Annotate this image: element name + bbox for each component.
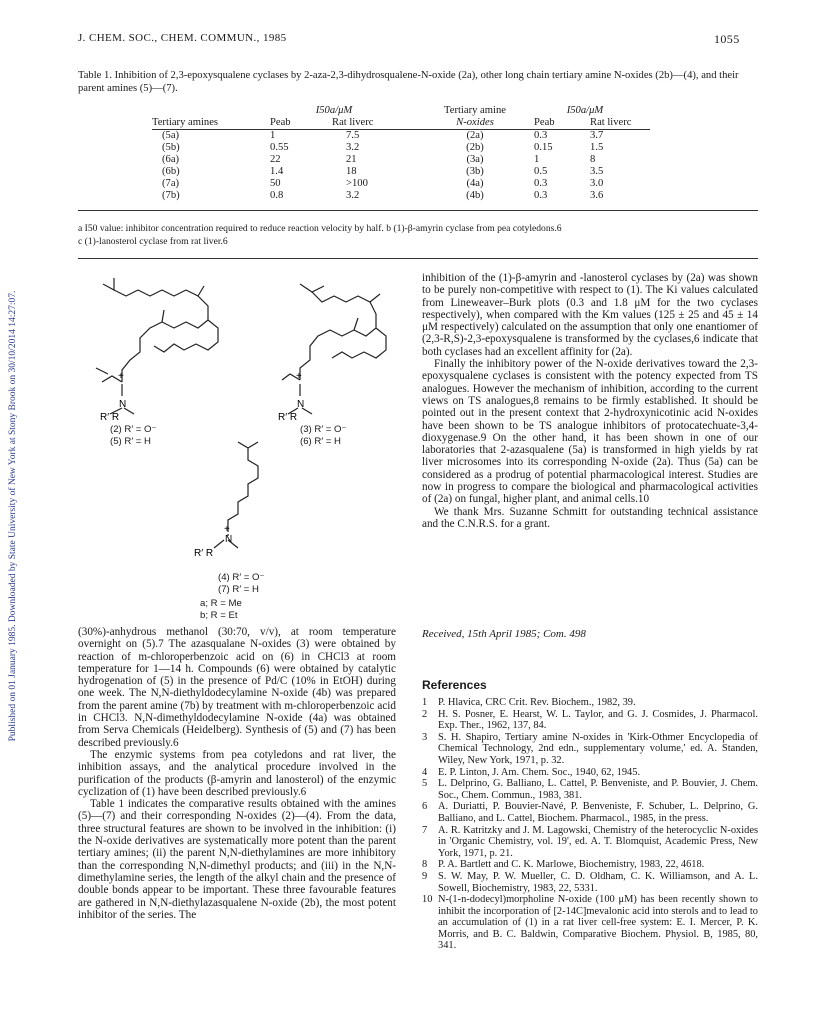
table-spacer [398, 166, 430, 178]
table-cell-rat2: 3.5 [590, 166, 604, 177]
noxides-header-line1: Tertiary amine [444, 105, 506, 116]
table-cell-pea2: 0.3 [534, 130, 548, 141]
reference-text: A. Duriatti, P. Bouvier-Navé, P. Benveniste, F. Schuber, L. Delprino, G. Balliano, and L. Cattel, Biochem. Pharmacol., 1985, in the press. [438, 801, 758, 824]
azasqualane-structure-3-6 [262, 272, 412, 422]
table-cell-pea1: 0.55 [270, 142, 289, 153]
table-cell-rat1: 3.2 [346, 142, 360, 153]
reference-item [422, 894, 758, 952]
table-cell-pea2: 0.15 [534, 142, 553, 153]
reference-text: P. Hlavica, CRC Crit. Rev. Biochem., 1982, 39. [438, 697, 636, 708]
table-cell-oxide: (2a) [466, 130, 484, 141]
reference-text: P. A. Bartlett and C. K. Marlowe, Biochemistry, 1983, 22, 4618. [438, 859, 705, 871]
table-cell-amine: (5a) [162, 130, 180, 141]
table-cell-rat1: 7.5 [346, 130, 360, 141]
table-spacer [398, 142, 430, 154]
compound-label-4-7: (4) R′ = O⁻ (7) R′ = H [218, 572, 265, 595]
left-column-text [78, 626, 396, 921]
left-paragraph-2: The enzymic systems from pea cotyledons and rat liver, the inhibition assays, and the analytical procedure involved in the purification of the products (β-amyrin and lanosterol) of the enzymic cyclization of (1) have been described previously.6 [78, 748, 396, 798]
nitrogen-atom: N [225, 534, 233, 545]
page-number: 1055 [714, 32, 740, 46]
references-list [422, 697, 758, 952]
table-cell-amine: (6a) [162, 154, 180, 165]
reference-text: N-(1-n-dodecyl)morpholine N-oxide (100 μM) has been recently shown to inhibit the incorporation of [2-14C]mevalonic acid into sterols and to lead to an accumulation of (1) in a rat liver cell-free system: E. I. Mercer, P. K. Morris, and B. C. Baldwin, Comparative Biochem. Physiol. B, 1985, 80, 341. [438, 894, 758, 952]
reference-number: 5 [422, 778, 428, 790]
reference-number: 7 [422, 824, 428, 836]
table-cell-pea2: 0.5 [534, 166, 548, 177]
r-substituents: R′ R [194, 548, 214, 558]
reference-text: S. W. May, P. W. Mueller, C. D. Oldham, C. K. Williamson, and A. L. Sowell, Biochemistry, 1983, 22, 5331. [438, 870, 758, 894]
journal-header: J. CHEM. SOC., CHEM. COMMUN., 1985 [78, 32, 287, 44]
table-cell-rat2: 3.6 [590, 190, 604, 201]
r-substituents: R′ R [100, 412, 120, 422]
table-bottom-rule [78, 210, 758, 211]
table-footnote-1: a I50 value: inhibitor concentration required to reduce reaction velocity by half. b (1)-β-amyrin cyclase from pea cotyledons.6 [78, 223, 562, 234]
i50-header-right: I50a/μM [566, 105, 604, 116]
reference-text: L. Delprino, G. Balliano, L. Cattel, P. Benveniste, and P. Bouvier, J. Chem. Soc., Chem. Commun., 1983, 381. [438, 778, 758, 801]
table-row [152, 190, 650, 202]
right-paragraph-2: Finally the inhibitory power of the N-oxide derivatives toward the 2,3-epoxysqualene cyclases is consistent with the potency expected from TS analogues. However the mechanism of inhibition, according to the current views on TS analogues,8 remains to be firmly established. It should be pointed out in the present context that 2-hydroxynicotinic acid N-oxides have been shown to be TS analogue inhibitors of protocatechuate-3,4-dioxygenase.9 On the other hand, it has been shown in one of our laboratories that 2-azasqualene (5a) is transformed in high yields by rat liver microsomes into its corresponding N-oxide (2a). Thus (5a) can be considered as a prodrug of potential pharmacological interest. Studies are now in progress to compare the biological and pharmacological activities of (2a) on fungal, higher plant, and animal cells.10 [422, 358, 758, 506]
right-paragraph-3: We thank Mrs. Suzanne Schmitt for outstanding technical assistance and the C.N.R.S. for a grant. [422, 505, 758, 530]
table-cell-pea1: 22 [270, 154, 281, 165]
table-cell-pea1: 0.8 [270, 190, 284, 201]
reference-text: H. S. Posner, E. Hearst, W. L. Taylor, and G. J. Cosmides, J. Pharmacol. Exp. Ther., 1962, 137, 84. [438, 708, 758, 732]
table-cell-oxide: (4b) [466, 190, 484, 201]
n-plus-charge: + [224, 524, 230, 535]
pea-header-right: Peab [534, 117, 555, 128]
table-cell-oxide: (3a) [466, 154, 484, 165]
table-cell-pea2: 0.3 [534, 178, 548, 189]
table-spacer [398, 130, 430, 143]
table-cell-rat1: >100 [346, 178, 368, 189]
reference-number: 6 [422, 801, 428, 813]
pea-header-left: Peab [270, 117, 291, 128]
rat-header-left: Rat liverc [332, 117, 374, 128]
watermark-text: Published on 01 January 1985. Downloaded by State University of New York at Stony Brook on 30/10/2014 14:27:07. [8, 290, 18, 742]
received-date: Received, 15th April 1985; Com. 498 [422, 628, 586, 640]
table-caption: Table 1. Inhibition of 2,3-epoxysqualene cyclases by 2-aza-2,3-dihydrosqualene-N-oxide (2a), other long chain tertiary amine N-oxides (2b)—(4), and their parent amines (5)—(7). [78, 70, 739, 94]
table-row [152, 142, 650, 154]
reference-number: 4 [422, 766, 428, 778]
table-cell-rat2: 1.5 [590, 142, 604, 153]
table-cell-pea1: 50 [270, 178, 281, 189]
reference-item [422, 709, 758, 732]
table-cell-rat1: 3.2 [346, 190, 360, 201]
reference-number: 10 [422, 894, 433, 906]
n-plus-charge: + [118, 371, 124, 382]
left-paragraph-1: (30%)-anhydrous methanol (30:70, v/v), at room temperature overnight on (5).7 The azasqualane N-oxides (3) were obtained by reaction of m-chloroperbenzoic acid on (6) in CHCl3 at room temperature for 1—14 h. Compounds (6) were obtained by catalytic hydrogenation of (5) in the presence of Pd/C (10% in EtOH) during one week. The N,N-diethyldodecylamine N-oxide (4b) was prepared from the parent amine (7b) by treatment with m-chloroperbenzoic acid in CHCl3. N,N-dimethyldodecylamine N-oxide (4a) was obtained from Serva Chemicals (Heidelberg). Synthesis of (5) and (7) has been described previously.6 [78, 626, 396, 749]
table-cell-pea2: 1 [534, 154, 540, 165]
reference-text: E. P. Linton, J. Am. Chem. Soc., 1940, 62, 1945. [438, 766, 641, 778]
download-watermark [2, 0, 24, 1032]
compound-label-3-6: (3) R′ = O⁻ (6) R′ = H [300, 424, 347, 447]
azasqualene-structure-2-5 [78, 272, 248, 422]
references-heading: References [422, 678, 487, 692]
table-row [152, 178, 650, 190]
table-row [152, 166, 650, 178]
nitrogen-atom: N [119, 399, 127, 410]
right-column-text [422, 272, 758, 530]
rat-header-right: Rat liverc [590, 117, 632, 128]
left-paragraph-3: Table 1 indicates the comparative results obtained with the amines (5)—(7) and their corresponding N-oxides (2)—(4). From the data, three structural features are shown to be involved in the inhibition: (i) the N-oxide derivatives are systematically more potent than the parent tertiary amines; (ii) the parent N,N-diethylamines are more inhibitory than the corresponding N,N-dimethyl products; and (iii) in the N,N-dimethylamine series, the length of the alkyl chain and the presence of double bonds appear to be important. These three favourable features are gathered in N,N-diethylazasqualene N-oxide (2b), the most potent inhibitor of the series. The [78, 798, 396, 921]
table-cell-rat2: 8 [590, 154, 596, 165]
reference-item [422, 801, 758, 824]
reference-text: S. H. Shapiro, Tertiary amine N-oxides in 'Kirk-Othmer Encyclopedia of Chemical Technology, 2nd edn., supplementary volume,' ed. A. Standen, Wiley, New York, 1971, p. 32. [438, 731, 758, 766]
table-cell-amine: (5b) [162, 142, 180, 153]
amines-header: Tertiary amines [152, 117, 219, 128]
noxides-header-line2: N-oxides [456, 117, 494, 128]
right-paragraph-1: inhibition of the (1)-β-amyrin and -lanosterol cyclases by (2a) was shown to be purely non-competitive with respect to (1). The Ki values calculated from Lineweaver–Burk plots (0.3 and 1.8 μM for the two cyclases respectively), when compared with the Km values (125 ± 25 and 45 ± 14 μM respectively) calculated on the assumption that only one enantiomer of (2,3-R,S)-2,3-epoxysqualene is transformed by the cyclases,6 indicate that both cyclases had an excellent affinity for (2a). [422, 272, 758, 358]
table-cell-amine: (6b) [162, 166, 180, 177]
table-cell-rat2: 3.7 [590, 130, 604, 141]
table-cell-amine: (7a) [162, 178, 180, 189]
table-spacer [398, 178, 430, 190]
table-cell-rat1: 18 [346, 166, 357, 177]
reference-number: 9 [422, 870, 428, 882]
section-rule [78, 258, 758, 259]
reference-item [422, 871, 758, 894]
reference-item [422, 732, 758, 767]
table-spacer [398, 154, 430, 166]
compound-label-2-5: (2) R′ = O⁻ (5) R′ = H [110, 424, 157, 447]
reference-text: A. R. Katritzky and J. M. Lagowski, Chemistry of the heterocyclic N-oxides in 'Organic Chemistry, vol. 19', ed. A. T. Blomquist, Academic Press, New York, 1971, p. 21. [438, 824, 758, 859]
reference-number: 8 [422, 859, 428, 871]
substituent-legend: a; R = Me b; R = Et [200, 598, 242, 621]
reference-item [422, 778, 758, 801]
table-footnote-2: c (1)-lanosterol cyclase from rat liver.6 [78, 235, 228, 247]
table-row [152, 154, 650, 166]
table-footnotes [78, 223, 758, 248]
reference-number: 2 [422, 708, 428, 720]
reference-number: 3 [422, 731, 428, 743]
table-cell-rat1: 21 [346, 154, 357, 165]
r-substituents: R′ R [278, 412, 298, 422]
table-cell-amine: (7b) [162, 190, 180, 201]
table-cell-oxide: (2b) [466, 142, 484, 153]
table-spacer [398, 190, 430, 202]
i50-header-left: I50a/μM [315, 105, 353, 116]
n-plus-charge: + [296, 371, 302, 382]
reference-item [422, 767, 758, 779]
reference-item [422, 859, 758, 871]
inhibition-table [152, 105, 650, 202]
table-cell-oxide: (4a) [466, 178, 484, 189]
dodecylamine-substituents [192, 538, 252, 558]
table-cell-pea1: 1 [270, 130, 276, 141]
reference-item [422, 825, 758, 860]
table-row [152, 130, 650, 143]
nitrogen-atom: N [297, 399, 305, 410]
table-cell-pea2: 0.3 [534, 190, 548, 201]
reference-item [422, 697, 758, 709]
reference-number: 1 [422, 697, 428, 708]
table-cell-oxide: (3b) [466, 166, 484, 177]
dodecylamine-structure-4-7 [190, 438, 300, 548]
table-cell-pea1: 1.4 [270, 166, 284, 177]
table-cell-rat2: 3.0 [590, 178, 604, 189]
